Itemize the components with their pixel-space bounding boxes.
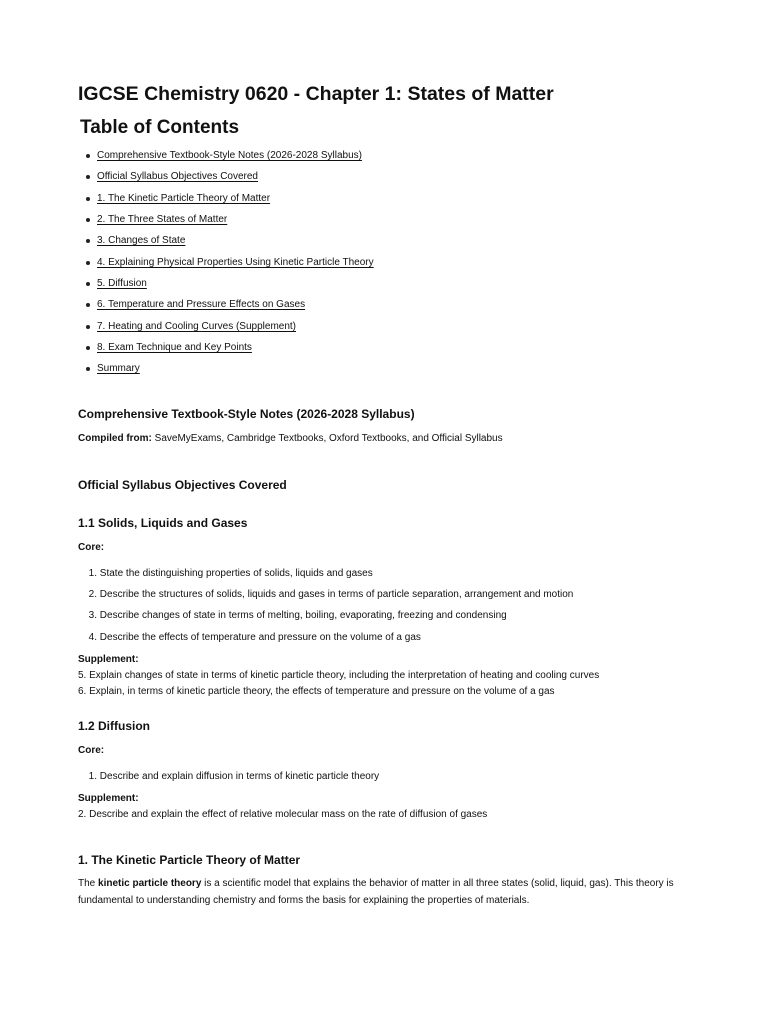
section-1-1-heading: 1.1 Solids, Liquids and Gases (78, 516, 248, 530)
toc-link-changes-of-state[interactable]: 3. Changes of State (97, 235, 186, 247)
table-of-contents (80, 145, 374, 380)
section-1-2-supplement-item-2: 2. Describe and explain the effect of relative molecular mass on the rate of diffusion of gases (78, 809, 488, 820)
section-1-2-supplement-label: Supplement: (78, 793, 139, 804)
toc-item (80, 294, 374, 315)
document-title: IGCSE Chemistry 0620 - Chapter 1: States of Matter (78, 83, 554, 105)
section-1-2-core-label: Core: (78, 745, 105, 756)
toc-link-heating-cooling[interactable]: 7. Heating and Cooling Curves (Supplement) (97, 320, 296, 332)
list-item: 3. Describe changes of state in terms of melting, boiling, evaporating, freezing and condensing (88, 610, 507, 622)
section-1-2-heading: 1.2 Diffusion (78, 719, 151, 733)
toc-item (80, 252, 374, 273)
objective-text: Describe the structures of solids, liquids and gases in terms of particle separation, arrangement and motion (99, 589, 574, 601)
list-item: 2. Describe the structures of solids, liquids and gases in terms of particle separation, arrangement and motion (88, 589, 574, 601)
list-item: 1. State the distinguishing properties of solids, liquids and gases (88, 568, 373, 579)
section-1-1-core-label: Core: (78, 542, 105, 553)
list-item: 4. Describe the effects of temperature and pressure on the volume of a gas (88, 631, 421, 643)
kinetic-theory-heading: 1. The Kinetic Particle Theory of Matter (78, 853, 301, 867)
compiled-from-value: SaveMyExams, Cambridge Textbooks, Oxford Textbooks, and Official Syllabus (154, 433, 503, 444)
toc-link-exam-technique[interactable]: 8. Exam Technique and Key Points (97, 342, 252, 354)
toc-item (80, 188, 374, 209)
section-1-1-supplement-item-5: 5. Explain changes of state in terms of kinetic particle theory, including the interpretation of heating and cooling curves (78, 670, 600, 681)
objective-text: Describe the effects of temperature and pressure on the volume of a gas (99, 631, 421, 643)
toc-item (80, 316, 374, 337)
section-1-1-core-list (80, 563, 573, 648)
compiled-from-line (78, 433, 503, 444)
section-1-2-core-list (80, 766, 379, 787)
section-1-1-supplement-item-6: 6. Explain, in terms of kinetic particle theory, the effects of temperature and pressure on the volume of a gas (78, 686, 555, 697)
toc-item (80, 273, 374, 294)
toc-link-diffusion[interactable]: 5. Diffusion (97, 278, 147, 290)
objectives-heading: Official Syllabus Objectives Covered (78, 478, 287, 492)
objective-text: State the distinguishing properties of solids, liquids and gases (99, 568, 373, 579)
toc-link-temperature-pressure[interactable]: 6. Temperature and Pressure Effects on Gases (97, 299, 306, 311)
notes-heading: Comprehensive Textbook-Style Notes (2026-2028 Syllabus) (78, 407, 415, 421)
compiled-from-label: Compiled from: (78, 433, 152, 444)
toc-link-summary[interactable]: Summary (97, 363, 140, 375)
toc-link-physical-properties[interactable]: 4. Explaining Physical Properties Using Kinetic Particle Theory (97, 256, 374, 268)
objective-text: Describe and explain diffusion in terms of kinetic particle theory (99, 771, 380, 782)
kinetic-theory-paragraph: The kinetic particle theory is a scientific model that explains the behavior of matter in all three states (solid, liquid, gas). This theory is fundamental to understanding chemistry and forms the basis for explaining the properties of materials. (78, 878, 674, 906)
toc-item (80, 230, 374, 251)
toc-item (80, 337, 374, 358)
toc-heading: Table of Contents (80, 117, 240, 138)
toc-link-notes[interactable]: Comprehensive Textbook-Style Notes (2026-2028 Syllabus) (97, 150, 362, 161)
toc-link-three-states[interactable]: 2. The Three States of Matter (97, 214, 228, 226)
toc-item (80, 145, 374, 166)
section-1-1-supplement-label: Supplement: (78, 654, 139, 665)
toc-item (80, 166, 374, 187)
toc-link-kinetic-theory[interactable]: 1. The Kinetic Particle Theory of Matter (97, 192, 271, 204)
toc-link-objectives[interactable]: Official Syllabus Objectives Covered (97, 171, 258, 183)
list-item: 1. Describe and explain diffusion in terms of kinetic particle theory (88, 771, 380, 782)
kinetic-theory-term: kinetic particle theory (98, 878, 202, 889)
objective-text: Describe changes of state in terms of melting, boiling, evaporating, freezing and condensing (99, 610, 507, 622)
toc-item (80, 358, 374, 379)
toc-item (80, 209, 374, 230)
